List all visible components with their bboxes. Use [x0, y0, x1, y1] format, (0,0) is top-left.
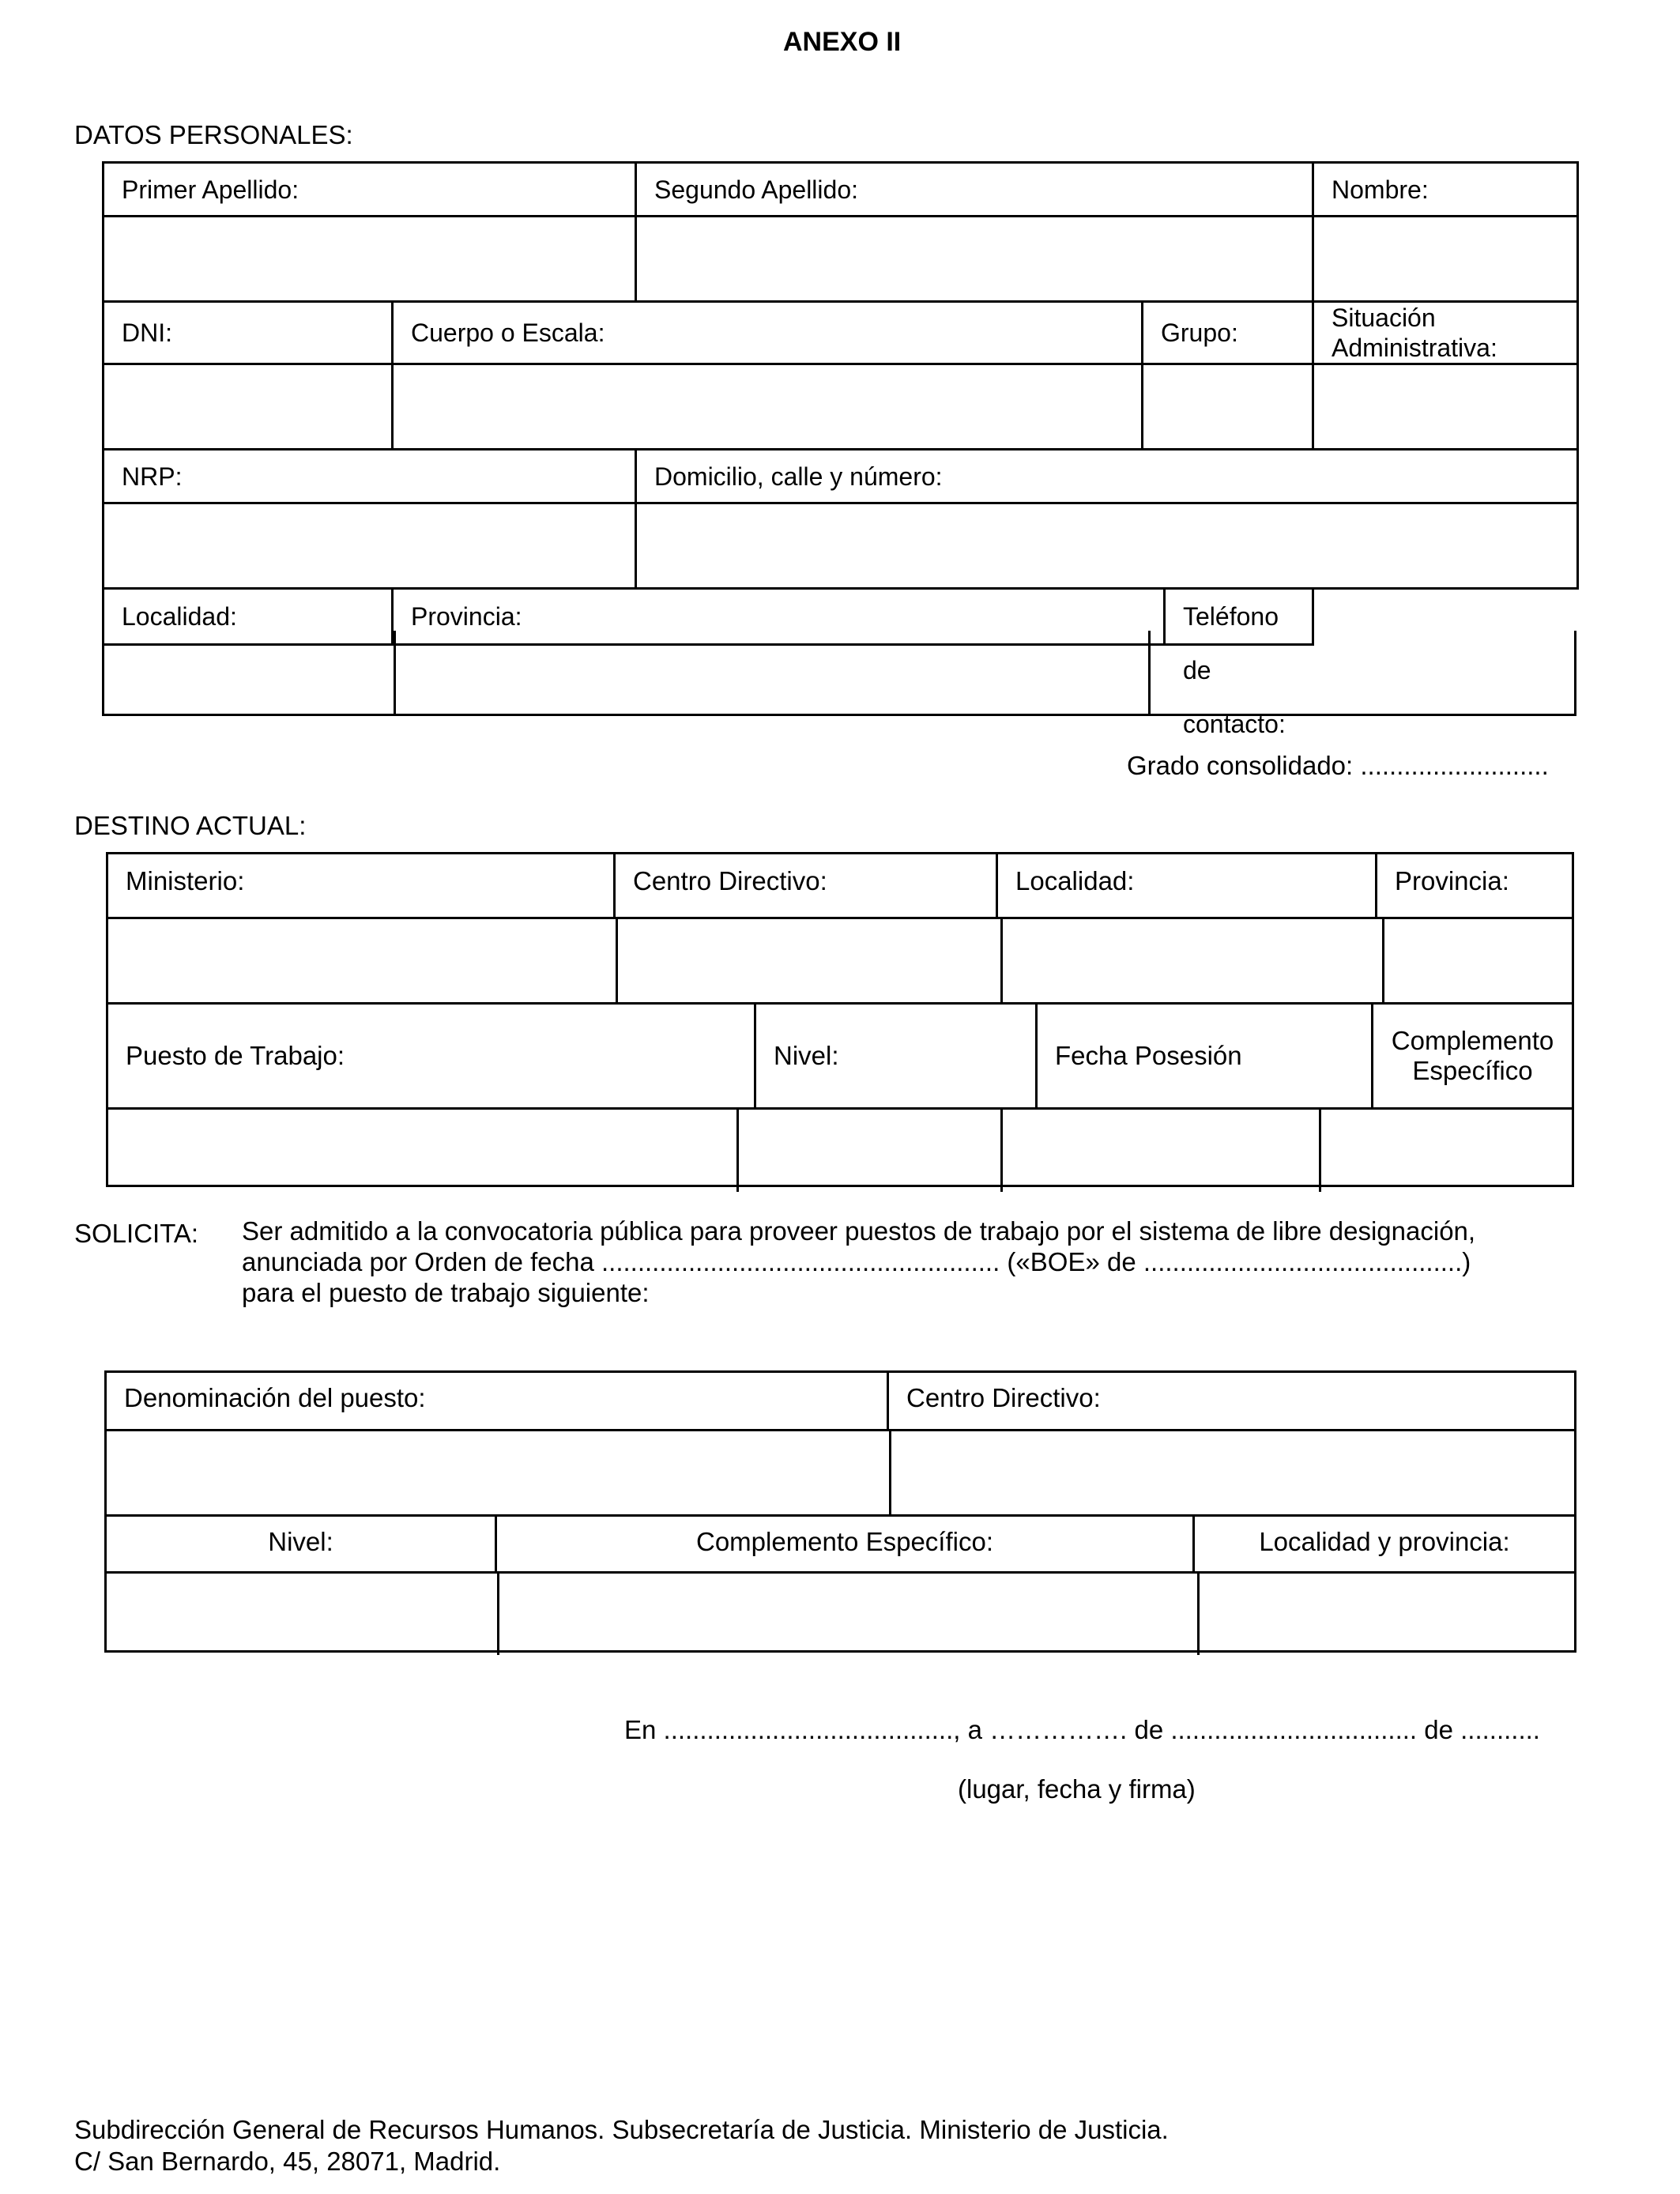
localidad-field[interactable]: [1003, 919, 1384, 1002]
nivel-solicitado-label: Nivel:: [107, 1517, 497, 1571]
firma-caption: (lugar, fecha y firma): [958, 1774, 1196, 1804]
centro-directivo-label: Centro Directivo:: [616, 854, 998, 917]
localidad-provincia-field[interactable]: [1200, 1574, 1574, 1655]
grado-consolidado: Grado consolidado: ..........................: [1127, 751, 1549, 780]
segundo-apellido-field[interactable]: [636, 217, 1313, 302]
segundo-apellido-label: Segundo Apellido:: [636, 163, 1313, 217]
puesto-solicitado-table: [104, 1370, 1576, 1653]
complemento-solicitado-field[interactable]: [499, 1574, 1200, 1655]
grupo-field[interactable]: [1143, 364, 1313, 450]
denominacion-label: Denominación del puesto:: [107, 1373, 889, 1429]
complemento-especifico-field[interactable]: [1321, 1110, 1572, 1192]
solicita-line1: Ser admitido a la convocatoria pública para proveer puestos de trabajo por el sistema de libre designación,: [242, 1216, 1476, 1246]
solicita-line2: anunciada por Orden de fecha ....................................................... («BOE» de ............................................): [242, 1247, 1471, 1276]
datos-personales-heading: DATOS PERSONALES:: [74, 120, 353, 149]
puesto-trabajo-field[interactable]: [108, 1110, 739, 1192]
nrp-label: NRP:: [104, 450, 636, 503]
primer-apellido-field[interactable]: [104, 217, 636, 302]
provincia-label: Provincia:: [1395, 866, 1509, 895]
domicilio-label: Domicilio, calle y número:: [636, 450, 1578, 503]
denominacion-field[interactable]: [107, 1431, 891, 1514]
nombre-field[interactable]: [1313, 217, 1578, 302]
footer-line2: C/ San Bernardo, 45, 28071, Madrid.: [74, 2147, 501, 2176]
puesto-trabajo-text: Puesto de Trabajo:: [126, 1041, 345, 1070]
complemento-line1: Complemento: [1391, 1026, 1554, 1055]
page-title: ANEXO II: [783, 27, 902, 57]
provincia-field[interactable]: [1384, 919, 1572, 1002]
centro-directivo-solicitado-label: Centro Directivo:: [906, 1383, 1101, 1412]
complemento-especifico-label: [1373, 1005, 1572, 1107]
nrp-field[interactable]: [104, 503, 636, 589]
datos-personales-last-row: [102, 631, 1576, 716]
dni-field[interactable]: [104, 364, 393, 450]
nombre-label: Nombre:: [1313, 163, 1578, 217]
destino-actual-table: [106, 852, 1574, 1187]
destino-actual-heading: DESTINO ACTUAL:: [74, 811, 307, 840]
nivel-text: Nivel:: [774, 1041, 839, 1070]
grupo-label: Grupo:: [1143, 302, 1313, 364]
centro-directivo-field[interactable]: [618, 919, 1003, 1002]
dni-label: DNI:: [104, 302, 393, 364]
solicita-line3: para el puesto de trabajo siguiente:: [242, 1278, 650, 1307]
fecha-posesion-field[interactable]: [1003, 1110, 1321, 1192]
cuerpo-escala-label: Cuerpo o Escala:: [393, 302, 1143, 364]
nivel-field[interactable]: [739, 1110, 1003, 1192]
nivel-label: [756, 1005, 1038, 1107]
situacion-label: Situación Administrativa:: [1313, 302, 1578, 364]
nivel-solicitado-field[interactable]: [107, 1574, 499, 1655]
telefono-label: Teléfono de contacto:: [1183, 602, 1286, 738]
footer-line1: Subdirección General de Recursos Humanos. Subsecretaría de Justicia. Ministerio de Justicia.: [74, 2115, 1169, 2144]
puesto-trabajo-label: [108, 1005, 756, 1107]
cuerpo-escala-field[interactable]: [393, 364, 1143, 450]
centro-directivo-solicitado-field[interactable]: [891, 1431, 1574, 1514]
primer-apellido-label: Primer Apellido:: [104, 163, 636, 217]
localidad-label: Localidad:: [104, 589, 393, 645]
firma-line: En ........................................, a ……………. de .................................. de ...........: [624, 1715, 1540, 1744]
ministerio-label: Ministerio:: [108, 854, 616, 917]
fecha-posesion-text: Fecha Posesión: [1055, 1041, 1242, 1070]
solicita-label: SOLICITA:: [74, 1219, 199, 1248]
localidad-provincia-label: Localidad y provincia:: [1259, 1527, 1510, 1556]
provincia-field[interactable]: [396, 631, 1151, 714]
ministerio-field[interactable]: [108, 919, 618, 1002]
complemento-line2: Específico: [1412, 1056, 1533, 1085]
domicilio-field[interactable]: [636, 503, 1578, 589]
situacion-field[interactable]: [1313, 364, 1578, 450]
localidad-field[interactable]: [104, 631, 396, 714]
complemento-solicitado-label: Complemento Específico:: [497, 1517, 1195, 1571]
datos-personales-table: [102, 161, 1579, 738]
fecha-posesion-label: [1038, 1005, 1373, 1107]
localidad-label: Localidad:: [998, 854, 1377, 917]
provincia-label: Provincia:: [394, 590, 1166, 643]
telefono-field[interactable]: [1151, 631, 1574, 714]
